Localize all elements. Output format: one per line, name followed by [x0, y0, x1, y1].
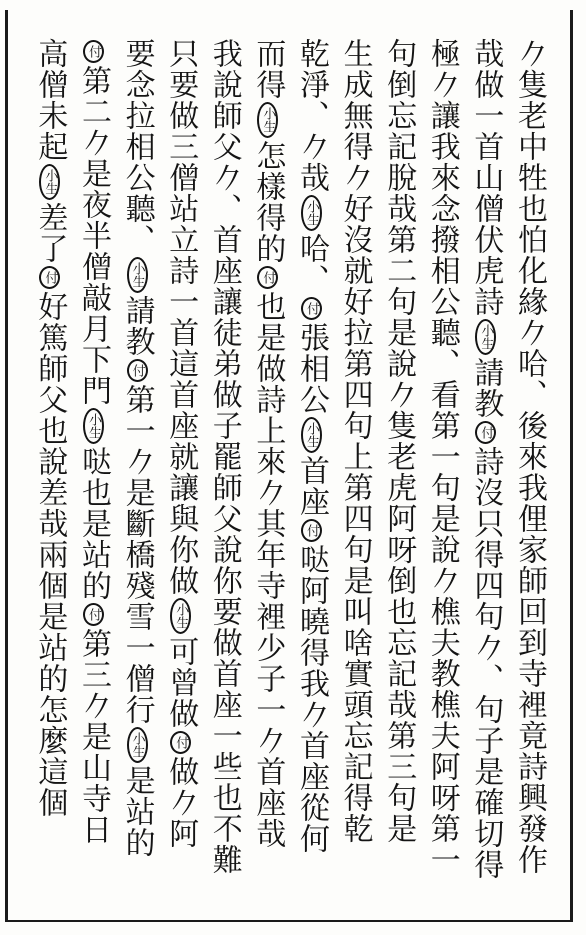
role-marker: 付: [301, 297, 322, 320]
role-marker: 付: [127, 359, 148, 382]
text-column: 極𠂊讓我來念撥相公聽、看第一句是說𠂊樵夫教樵夫阿呀第一: [424, 38, 460, 875]
role-marker: 小生: [257, 102, 278, 138]
role-marker: 付: [83, 603, 104, 626]
text-column: 𠂊隻老中牲也怕化緣𠂊哈、後來我俚家師回到寺裡竟詩興發作: [512, 38, 547, 875]
text-column: 要念拉相公聽、小生請教付第一𠂊是斷橋殘雪一僧行小生是站的: [119, 38, 155, 858]
role-marker: 付: [475, 421, 496, 444]
text-column: 生成無得𠂊好沒就好拉第四句上第四句是叫啥實頭忘記得乾: [337, 38, 373, 844]
text-column: 我說師父𠂊、首座讓徒弟做子罷師父說你要做首座一些也不難: [206, 38, 242, 875]
text-column: 付第二𠂊是夜半僧敲月下門小生哒也是站的付第三𠂊是山寺日: [74, 38, 112, 898]
text-column: 高僧未起小生差了付好篤師父也說差哉兩個是站的怎麼這個: [32, 38, 68, 818]
role-marker: 小生: [301, 417, 322, 453]
role-marker: 小生: [83, 408, 104, 444]
text-column: 句倒忘記脫哉第二句是說𠂊隻老虎阿呀倒也忘記哉第三句是: [381, 38, 417, 844]
role-marker: 小生: [475, 319, 496, 355]
text-column: 哉做一首山僧伏虎詩小生請教付詩沒只得四句𠂊、句子是確切得: [468, 38, 504, 880]
text-column: 只要做三僧站立詩一首這首座就讓與你做小生可曾做付做𠂊阿: [163, 38, 199, 849]
role-marker: 付: [257, 266, 278, 289]
role-marker: 小生: [39, 164, 60, 200]
role-marker: 付: [83, 40, 104, 63]
role-marker: 小生: [170, 598, 191, 634]
role-marker: 付: [39, 266, 60, 289]
text-column: 乾淨、𠂊哉小生哈、付張相公小生首座付哒阿曉得我𠂊首座從何: [294, 38, 329, 854]
role-marker: 小生: [301, 195, 322, 231]
role-marker: 付: [170, 731, 191, 754]
text-column: 而得小生怎樣得的付也是做詩上來𠂊其年寺裡少子一𠂊首座哉: [250, 38, 286, 849]
role-marker: 付: [301, 519, 322, 542]
role-marker: 小生: [127, 727, 148, 763]
role-marker: 小生: [127, 257, 148, 293]
